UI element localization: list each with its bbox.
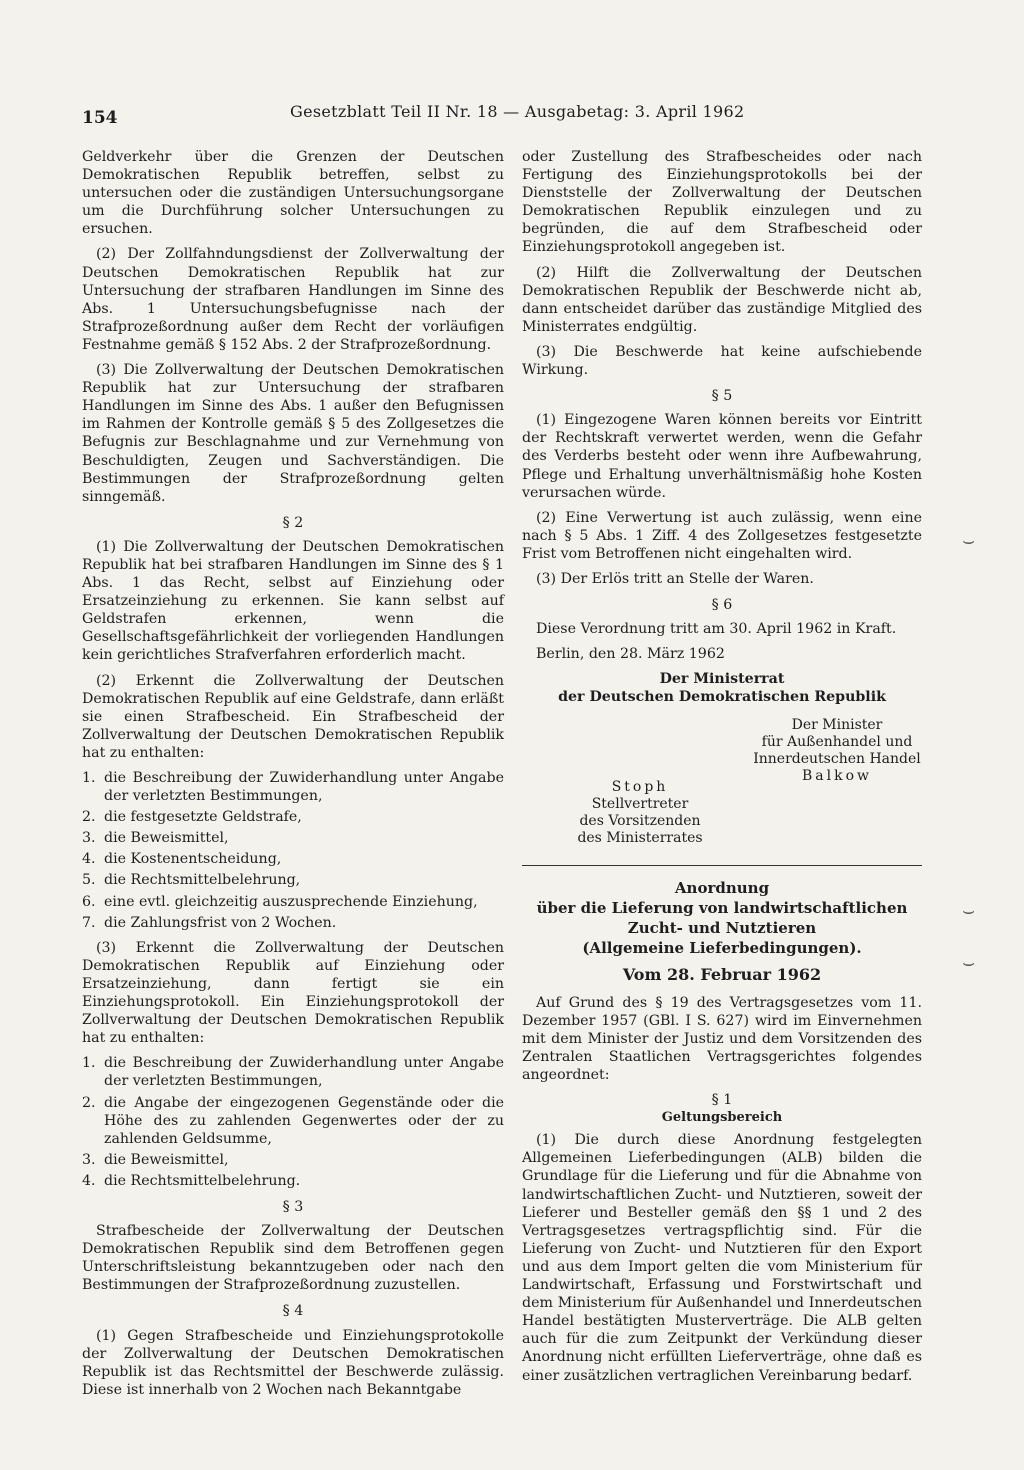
paragraph: Strafbescheide der Zollverwaltung der Deutschen Demokratischen Republik sind dem Betroffenen gegen Unterschriftsleistung bekanntzugeben oder nach den Bestimmungen der Strafprozeßordnung zuzustellen.: [82, 1223, 504, 1294]
section-heading: § 3: [282, 1198, 304, 1215]
paragraph: (1) Die durch diese Anordnung festgelegten Allgemeinen Lieferbedingungen (ALB) bilden die Grundlage für die Lieferung und für die Abnahme von landwirtschaftlichen Zucht- und Nutztieren, soweit der Lieferer und Besteller gemäß den §§ 1 und 2 des Vertragsgesetzes vertragspflichtig sind. Für die Lieferung von Zucht- und Nutztieren für den Export und aus dem Import gelten die vom Ministerium für Landwirtschaft, Erfassung und Forstwirtschaft und dem Ministerium für Außenhandel und Innerdeutschen Handel bestätigten Musterverträge. Die ALB gelten auch für die zum Zeitpunkt der Verkündung dieser Anordnung nicht erfüllten Lieferverträge, ohne daß es einer zusätzlichen vertraglichen Vereinbarung bedarf.: [522, 1132, 922, 1384]
council-line: Der Ministerrat: [659, 671, 785, 688]
paragraph: (3) Der Erlös tritt an Stelle der Waren.: [536, 570, 814, 587]
title-line: Anordnung: [674, 878, 770, 897]
paragraph: Diese Verordnung tritt am 30. April 1962 in Kraft.: [536, 621, 897, 638]
list-item: 2. die festgesetzte Geldstrafe,: [82, 809, 302, 826]
paragraph: (2) Eine Verwertung ist auch zulässig, wenn eine nach § 5 Abs. 1 Ziff. 4 des Zollgesetzes festgesetzte Frist vom Betroffenen nicht eingehalten wird.: [522, 509, 922, 562]
minister-signature: [752, 717, 922, 785]
deputy-title: Stellvertreter: [591, 795, 689, 812]
content-list: [82, 769, 504, 932]
section-heading: § 5: [711, 388, 733, 405]
section-heading: § 6: [711, 597, 733, 614]
paragraph: (2) Hilft die Zollverwaltung der Deutschen Demokratischen Republik der Beschwerde nicht ab, dann entscheidet darüber das zuständige Mitglied des Ministerrates endgültig.: [522, 264, 922, 335]
paragraph: (2) Erkennt die Zollverwaltung der Deutschen Demokratischen Republik auf eine Geldstrafe, dann erläßt sie einen Strafbescheid. Ein Strafbescheid der Zollverwaltung der Deutschen Demokratischen Republik hat zu enthalten:: [82, 672, 504, 761]
margin-check-mark: ⌣: [962, 950, 976, 974]
list-item: 3. die Beweismittel,: [82, 830, 229, 847]
page-header: [82, 100, 942, 130]
margin-check-mark: ⌣: [962, 898, 976, 922]
list-item: 4. die Kostenentscheidung,: [82, 851, 282, 868]
list-item: 5. die Rechtsmittelbelehrung,: [82, 872, 301, 889]
paragraph: (1) Eingezogene Waren können bereits vor Eintritt der Rechtskraft verwertet werden, wenn die Gefahr des Verderbs besteht oder wenn ihre Aufbewahrung, Pflege und Erhaltung unverhältnismäßig hohe Kosten verursachen würde.: [522, 412, 922, 501]
ordinance-date: Vom 28. Februar 1962: [622, 964, 822, 984]
paragraph: (3) Die Zollverwaltung der Deutschen Demokratischen Republik hat zur Untersuchung der strafbaren Handlungen im Sinne des Abs. 1 außer den Befugnissen im Rahmen der Kontrolle gemäß § 5 des Zollgesetzes die Befugnis zur Beschlagnahme und zur Vernehmung von Beschuldigten, Zeugen und Sachverständigen. Die Bestimmungen der Strafprozeßordnung gelten sinngemäß.: [82, 362, 504, 505]
paragraph: (1) Die Zollverwaltung der Deutschen Demokratischen Republik hat bei strafbaren Handlungen im Sinne des § 1 Abs. 1 das Recht, selbst auf Einziehung oder Ersatzeinziehung zu erkennen. Sie kann selbst auf Geldstrafen erkennen, wenn die Gesellschaftsgefährlichkeit der vorliegenden Handlungen kein gerichtliches Strafverfahren erforderlich macht.: [82, 538, 504, 664]
section-heading: § 1: [711, 1092, 733, 1109]
title-line: über die Lieferung von landwirtschaftlichen: [536, 898, 908, 917]
paragraph: (3) Erkennt die Zollverwaltung der Deutschen Demokratischen Republik auf Einziehung oder Ersatzeinziehung, dann fertigt sie ein Einziehungsprotokoll. Ein Einziehungsprotokoll der Zollverwaltung der Deutschen Demokratischen Republik hat zu enthalten:: [82, 939, 504, 1047]
paragraph: (3) Die Beschwerde hat keine aufschiebende Wirkung.: [522, 343, 922, 379]
paragraph: oder Zustellung des Strafbescheides oder nach Fertigung des Einziehungsprotokolls bei der Dienststelle der Zollverwaltung der Deutschen Demokratischen Republik einzulegen und zu begründen, die auf dem Strafbescheid oder Einziehungsprotokoll angegeben ist.: [522, 149, 922, 256]
section-heading: § 2: [282, 514, 304, 531]
minister-title: für Außenhandel und: [761, 733, 913, 750]
list-item: 1. die Beschreibung der Zuwiderhandlung unter Angabe der verletzten Bestimmungen,: [82, 1055, 504, 1090]
deputy-title: des Ministerrates: [577, 829, 703, 846]
title-line: (Allgemeine Lieferbedingungen).: [582, 938, 862, 957]
running-head: Gesetzblatt Teil II Nr. 18 — Ausgabetag: 3. April 1962: [290, 102, 745, 121]
deputy-signature: [570, 779, 710, 847]
deputy-title: des Vorsitzenden: [579, 812, 701, 829]
list-item: 3. die Beweismittel,: [82, 1151, 229, 1168]
section-title: Geltungsbereich: [661, 1110, 783, 1126]
ordinance-title: [522, 878, 922, 958]
left-column: [82, 148, 504, 1406]
page-number: 154: [82, 108, 118, 128]
minister-name: Balkow: [801, 767, 872, 784]
paragraph: Geldverkehr über die Grenzen der Deutschen Demokratischen Republik betreffen, selbst zu untersuchen oder die zuständigen Untersuchungsorgane um die Durchführung solcher Untersuchungen zu ersuchen.: [82, 149, 504, 238]
list-item: 7. die Zahlungsfrist von 2 Wochen.: [82, 914, 337, 931]
section-heading: § 4: [282, 1303, 304, 1320]
paragraph: (1) Gegen Strafbescheide und Einziehungsprotokolle der Zollverwaltung der Deutschen Demokratischen Republik ist das Rechtsmittel der Beschwerde zulässig. Diese ist innerhalb von 2 Wochen nach Bekanntgabe: [82, 1327, 504, 1398]
right-column: [522, 148, 922, 1392]
divider: [522, 865, 922, 866]
place-date: Berlin, den 28. März 1962: [536, 646, 725, 663]
content-list: [82, 1054, 504, 1190]
minister-title: Innerdeutschen Handel: [753, 750, 921, 767]
deputy-name: Stoph: [611, 778, 669, 795]
minister-title: Der Minister: [791, 716, 883, 733]
title-line: Zucht- und Nutztieren: [627, 918, 817, 937]
paragraph: (2) Der Zollfahndungsdienst der Zollverwaltung der Deutschen Demokratischen Republik hat zur Untersuchung der strafbaren Handlungen im Sinne des Abs. 1 Untersuchungsbefugnisse nach der Strafprozeßordnung außer dem Recht der vorläufigen Festnahme gemäß § 152 Abs. 2 der Strafprozeßordnung.: [82, 246, 504, 353]
list-item: 2. die Angabe der eingezogenen Gegenstände oder die Höhe des zu zahlenden Gegenwertes oder der zu zahlenden Geldsumme,: [82, 1094, 504, 1147]
list-item: 6. eine evtl. gleichzeitig auszusprechende Einziehung,: [82, 893, 478, 910]
signature-block: [522, 707, 922, 857]
margin-check-mark: ⌣: [962, 528, 976, 552]
council-line: der Deutschen Demokratischen Republik: [558, 689, 886, 706]
list-item: 4. die Rechtsmittelbelehrung.: [82, 1172, 301, 1189]
list-item: 1. die Beschreibung der Zuwiderhandlung unter Angabe der verletzten Bestimmungen,: [82, 770, 504, 805]
paragraph: Auf Grund des § 19 des Vertragsgesetzes vom 11. Dezember 1957 (GBl. I S. 627) wird im Einvernehmen mit dem Minister der Justiz und dem Vorsitzenden des Zentralen Staatlichen Vertragsgerichtes folgendes angeordnet:: [522, 994, 922, 1083]
